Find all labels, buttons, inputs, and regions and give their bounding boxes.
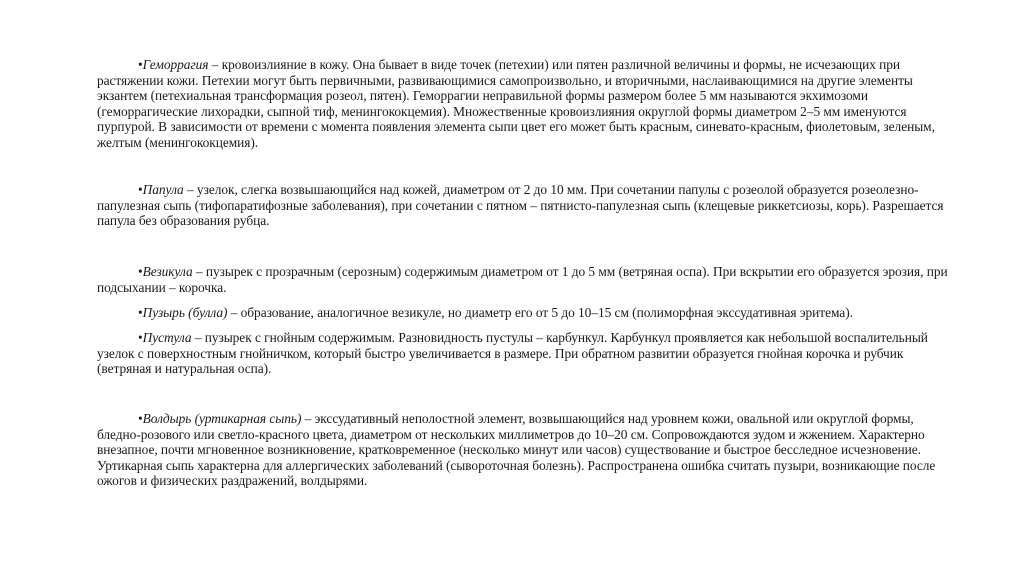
paragraph-hemorrhage	[97, 57, 957, 151]
bullet: •	[138, 330, 143, 345]
paragraph-wheal	[97, 411, 957, 489]
definition-text: – узелок, слегка возвышающийся над кожей, диаметром от 2 до 10 мм. При сочетании папулы с розеолой образуется розеолезно-папулезная сыпь (тифопаратифозные заболевания), при сочетании с пятном – пятнисто-папулезная сыпь (клещевые риккетсиозы, корь). Разрешается папула без образования рубца.	[97, 182, 944, 229]
paragraph-pustule	[97, 330, 957, 377]
definition-text: – кровоизлияние в кожу. Она бывает в виде точек (петехии) или пятен различной величины и формы, не исчезающих при растяжении кожи. Петехии могут быть первичными, развивающимися самопроизвольно, и вторичными, наслаивающимися на другие элементы экзантем (петехиальная трансформация розеол, пятен). Геморрагии неправильной формы размером более 5 мм называются экхимозоми (геморрагические лихорадки, сыпной тиф, менингококцемия). Множественные кровоизлияния округлой формы диаметром 2–5 мм именуются пурпурой. В зависимости от времени с момента появления элемента сыпи цвет его может быть красным, синевато-красным, фиолетовым, зеленым, желтым (менингококцемия).	[97, 57, 935, 150]
definition-text: – образование, аналогичное везикуле, но диаметр его от 5 до 10–15 см (полиморфная экссудативная эритема).	[227, 305, 853, 320]
definition-text: – экссудативный неполостной элемент, возвышающийся над уровнем кожи, овальной или округлой формы, бледно-розового или светло-красного цвета, диаметром от нескольких миллиметров до 10–20 см. Сопровождаются зудом и жжением. Характерно внезапное, почти мгновенное возникновение, кратковременное (несколько минут или часов) существование и быстрое бесследное исчезновение. Уртикарная сыпь характерна для аллергических заболеваний (сывороточная болезнь). Распространена ошибка считать пузыри, возникающие после ожогов и физических раздражений, волдырями.	[97, 411, 936, 489]
definition-text: – пузырек с прозрачным (серозным) содержимым диаметром от 1 до 5 мм (ветряная оспа). При вскрытии его образуется эрозия, при подсыхании – корочка.	[97, 264, 948, 295]
bullet: •	[138, 57, 143, 72]
bullet: •	[138, 305, 143, 320]
paragraph-vesicle	[97, 264, 957, 295]
bullet: •	[138, 264, 143, 279]
paragraph-papule	[97, 182, 957, 229]
term-hemorrhage: Геморрагия	[142, 57, 209, 72]
definition-text: – пузырек с гнойным содержимым. Разновидность пустулы – карбункул. Карбункул проявляется как небольшой воспалительный узелок с поверхностным гнойничком, который быстро увеличивается в размере. При обратном развитии образуется гнойная корочка и рубчик (ветряная и натуральная оспа).	[97, 330, 928, 377]
bullet: •	[138, 411, 143, 426]
bullet: •	[138, 182, 143, 197]
term-wheal: Волдырь (уртикарная сыпь)	[142, 411, 302, 426]
paragraph-bulla	[97, 305, 957, 321]
term-papule: Папула	[142, 182, 184, 197]
term-bulla: Пузырь (булла)	[142, 305, 228, 320]
term-vesicle: Везикула	[142, 264, 193, 279]
term-pustule: Пустула	[142, 330, 192, 345]
